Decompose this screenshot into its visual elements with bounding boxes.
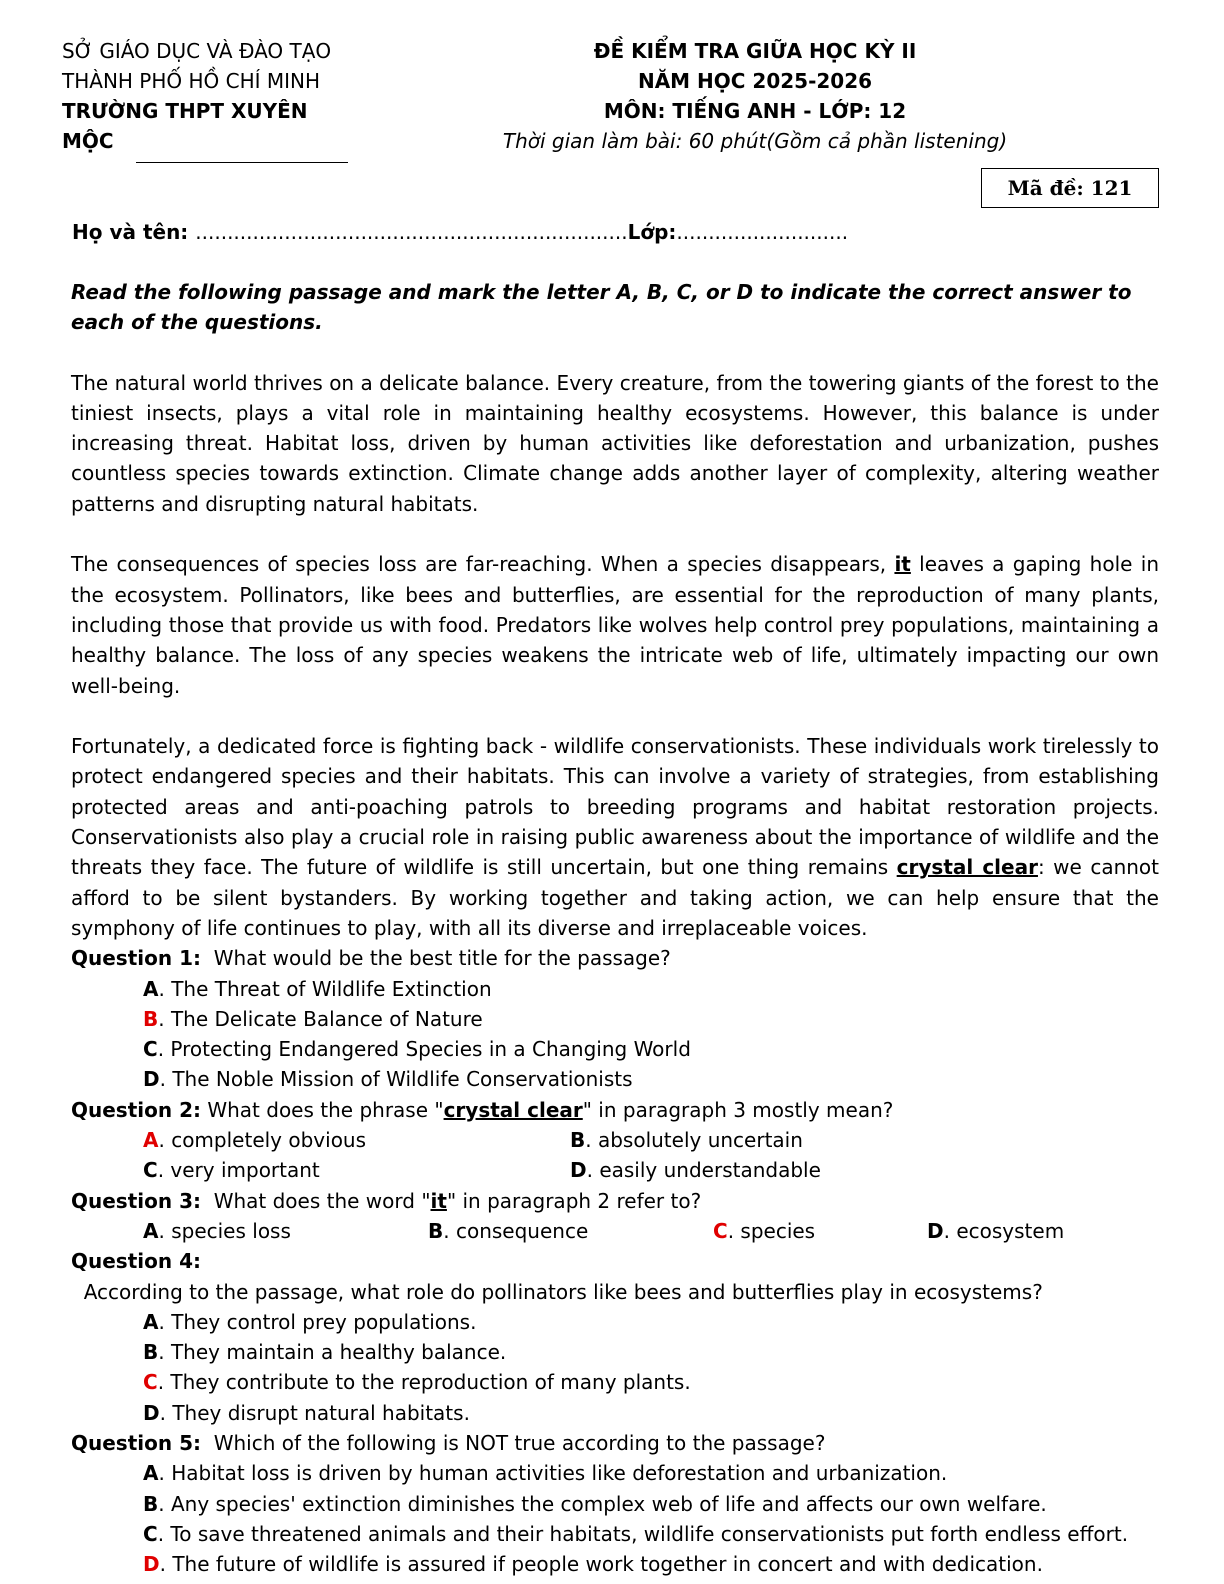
question-3-options xyxy=(71,1216,1159,1246)
question-1 xyxy=(71,943,1159,973)
exam-code-box xyxy=(981,168,1159,208)
question-5-text: Which of the following is NOT true according to the passage? xyxy=(200,1430,826,1455)
name-field[interactable]: .................................................................... xyxy=(195,220,628,244)
q4-option-c[interactable]: C. They contribute to the reproduction of many plants. xyxy=(143,1370,691,1395)
question-5 xyxy=(71,1428,1159,1458)
question-4-options xyxy=(71,1307,1159,1428)
department-line-2: THÀNH PHỐ HỒ CHÍ MINH xyxy=(62,69,321,93)
question-3-highlight: it xyxy=(430,1188,447,1213)
question-1-number: Question 1: xyxy=(71,946,201,971)
question-2-options xyxy=(71,1125,1159,1186)
question-4-number: Question 4: xyxy=(71,1249,201,1274)
question-2-number: Question 2: xyxy=(71,1097,201,1122)
answer-marker: B xyxy=(143,1006,159,1031)
question-3-number: Question 3: xyxy=(71,1188,201,1213)
q4-option-a[interactable]: A. They control prey populations. xyxy=(143,1309,477,1334)
question-2-highlight: crystal clear xyxy=(443,1097,583,1122)
answer-marker: A xyxy=(143,1128,159,1153)
q4-option-b[interactable]: B. They maintain a healthy balance. xyxy=(143,1340,507,1365)
header-divider xyxy=(136,162,348,163)
q5-option-c[interactable]: C. To save threatened animals and their habitats, wildlife conservationists put forth endless effort. xyxy=(143,1521,1129,1546)
passage-paragraph-1: The natural world thrives on a delicate balance. Every creature, from the towering giants of the forest to the tiniest insects, plays a vital role in maintaining healthy ecosystems. However, this balance is under increasing threat. Habitat loss, driven by human activities like deforestation and urbanization, pushes countless species towards extinction. Climate change adds another layer of complexity, altering weather patterns and disrupting natural habitats. xyxy=(71,370,1159,516)
q1-option-d[interactable]: D. The Noble Mission of Wildlife Conservationists xyxy=(143,1067,633,1092)
question-5-number: Question 5: xyxy=(71,1430,201,1455)
exam-title: ĐỀ KIỂM TRA GIỮA HỌC KỲ II xyxy=(593,39,917,63)
q1-option-b[interactable]: B. The Delicate Balance of Nature xyxy=(143,1006,483,1031)
answer-marker: C xyxy=(143,1370,158,1395)
instruction: Read the following passage and mark the letter A, B, C, or D to indicate the correct answer to each of the questions. xyxy=(71,280,1132,335)
question-2: Question 2: What does the phrase "crystal clear" in paragraph 3 mostly mean? xyxy=(71,1097,894,1122)
paragraph-2-text-a: The consequences of species loss are far-reaching. When a species disappears, xyxy=(71,552,895,577)
header-left xyxy=(62,36,362,163)
question-5-options xyxy=(71,1458,1159,1579)
q2-option-d[interactable]: D. easily understandable xyxy=(570,1158,821,1183)
exam-time: Thời gian làm bài: 60 phút(Gồm cả phần listening) xyxy=(502,129,1008,153)
subject: MÔN: TIẾNG ANH - LỚP: 12 xyxy=(603,99,907,123)
answer-marker: C xyxy=(713,1218,728,1243)
q3-option-b[interactable]: B. consequence xyxy=(428,1218,589,1243)
question-3: Question 3: What does the word "it" in paragraph 2 refer to? xyxy=(71,1188,702,1213)
q2-option-a[interactable]: A. completely obvious xyxy=(143,1128,367,1153)
q3-option-d[interactable]: D. ecosystem xyxy=(927,1218,1065,1243)
q5-option-b[interactable]: B. Any species' extinction diminishes the complex web of life and affects our own welfare. xyxy=(143,1491,1047,1516)
q5-option-d[interactable]: D. The future of wildlife is assured if people work together in concert and with dedication. xyxy=(143,1552,1043,1577)
q1-option-c[interactable]: C. Protecting Endangered Species in a Changing World xyxy=(143,1037,691,1062)
exam-code: Mã đề: 121 xyxy=(1007,176,1133,200)
department-line-1: SỞ GIÁO DỤC VÀ ĐÀO TẠO xyxy=(62,39,332,63)
q2-option-b[interactable]: B. absolutely uncertain xyxy=(570,1128,803,1153)
question-4 xyxy=(71,1246,1159,1307)
school-name: TRƯỜNG THPT XUYÊN MỘC xyxy=(62,99,308,153)
question-4-text: According to the passage, what role do pollinators like bees and butterflies play in ecosystems? xyxy=(71,1279,1043,1304)
question-1-options xyxy=(71,974,1159,1095)
school-year: NĂM HỌC 2025-2026 xyxy=(637,69,873,93)
name-label: Họ và tên: xyxy=(72,220,189,244)
q1-option-a[interactable]: A. The Threat of Wildlife Extinction xyxy=(143,976,492,1001)
passage-paragraph-2 xyxy=(71,549,1159,700)
q3-option-a[interactable]: A. species loss xyxy=(143,1218,291,1243)
highlighted-word-it: it xyxy=(894,552,911,577)
paragraph-3-text-b: : we cannot afford to be silent bystanders. By working together and taking action, we can help ensure that the symphony of life continues to play, with all its diverse and irreplaceable voices. xyxy=(71,855,1160,940)
question-1-text: What would be the best title for the passage? xyxy=(200,946,671,971)
q3-option-c[interactable]: C. species xyxy=(713,1218,816,1243)
paragraph-3-text-a: Fortunately, a dedicated force is fighting back - wildlife conservationists. These individuals work tirelessly to protect endangered species and their habitats. This can involve a variety of strategies, from establishing protected areas and anti-poaching patrols to breeding programs and habitat restoration projects. Conservationists also play a crucial role in raising public awareness about the importance of wildlife and the threats they face. The future of wildlife is still uncertain, but one thing remains xyxy=(71,734,1159,880)
class-label: Lớp: xyxy=(627,220,677,244)
q5-option-a[interactable]: A. Habitat loss is driven by human activities like deforestation and urbanization. xyxy=(143,1461,948,1486)
passage-paragraph-3 xyxy=(71,731,1159,943)
exam-content xyxy=(71,277,1159,1579)
student-info-line xyxy=(72,218,848,246)
q2-option-c[interactable]: C. very important xyxy=(143,1158,320,1183)
class-field[interactable]: ........................... xyxy=(676,220,849,244)
q4-option-d[interactable]: D. They disrupt natural habitats. xyxy=(143,1400,470,1425)
highlighted-phrase-crystal-clear: crystal clear xyxy=(896,855,1038,880)
paragraph-2-text-b: leaves a gaping hole in the ecosystem. Pollinators, like bees and butterflies, are essential for the reproduction of many plants, including those that provide us with food. Predators like wolves help control prey populations, maintaining a healthy balance. The loss of any species weakens the intricate web of life, ultimately impacting our own well-being. xyxy=(71,552,1159,698)
answer-marker: D xyxy=(143,1552,160,1577)
header-right xyxy=(470,36,1040,156)
